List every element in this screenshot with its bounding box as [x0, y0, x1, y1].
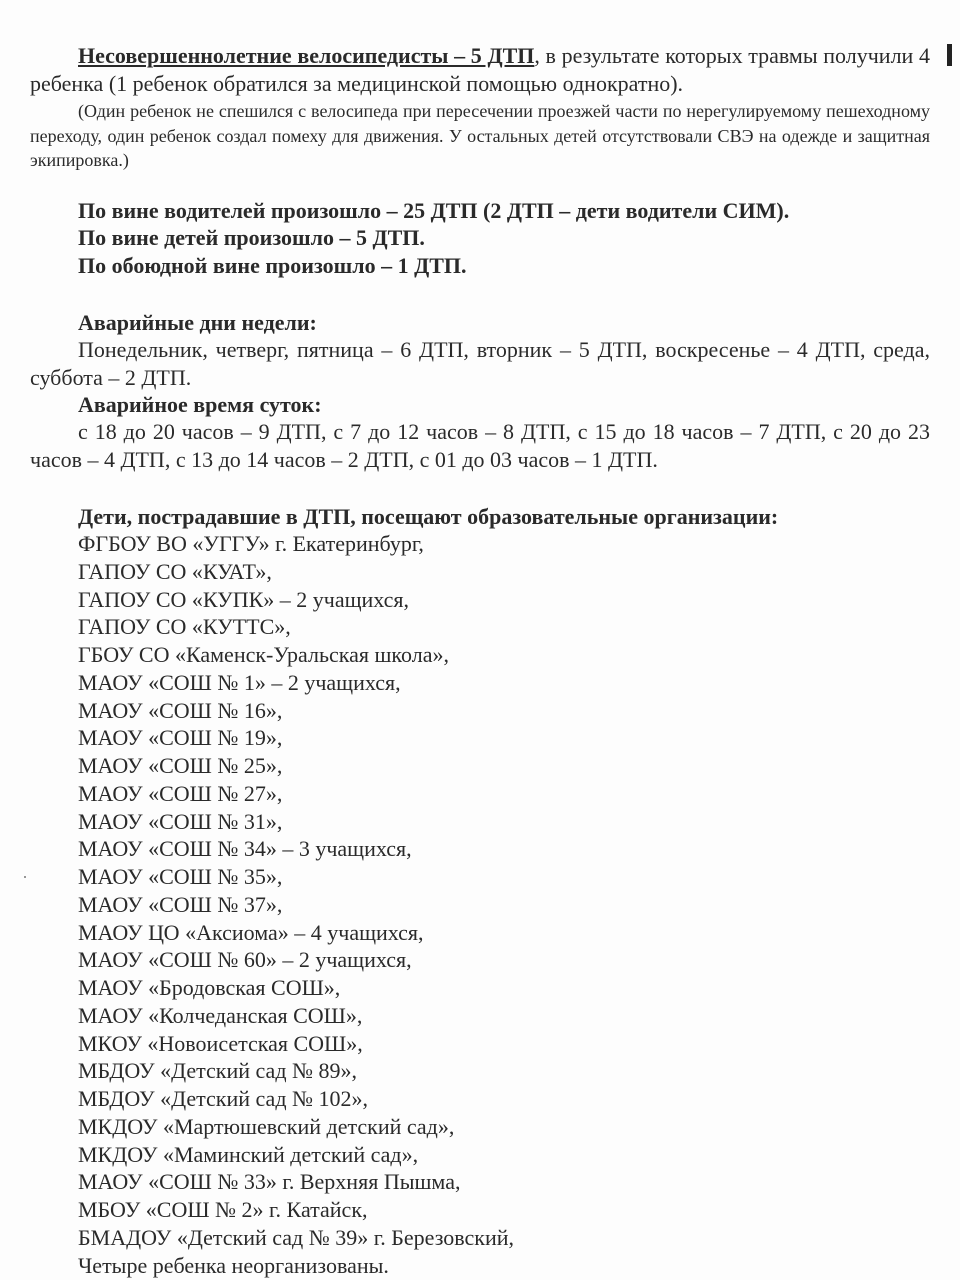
list-item: Четыре ребенка неорганизованы. — [78, 1252, 389, 1278]
list-item: МБДОУ «Детский сад № 89», — [78, 1058, 357, 1084]
cyclists-paragraph — [30, 42, 930, 97]
time-text: с 18 до 20 часов – 9 ДТП, с 7 до 12 часов – 8 ДТП, с 15 до 18 часов – 7 ДТП, с 20 до 23 часов – 4 ДТП, с 13 до 14 часов – 2 ДТП, с 01 до 03 часов – 1 ДТП. — [30, 419, 930, 472]
list-item: МАОУ «СОШ № 27», — [78, 780, 283, 806]
list-item: ФГБОУ ВО «УГГУ» г. Екатеринбург, — [78, 531, 424, 556]
cyclists-text: , в результате которых травмы получили 4 ребенка (1 ребенок обратился за медицинской помощью однократно). — [30, 43, 930, 96]
list-item: ГАПОУ СО «КУТТС», — [78, 614, 291, 640]
list-item: БМАДОУ «Детский сад № 39» г. Березовский, — [78, 1224, 515, 1250]
cyclists-note: (Один ребенок не спешился с велосипеда при пересечении проезжей части по нерегулируемому пешеходному переходу, один ребенок создал помеху для движения. У остальных детей отсутствовали СВЭ на одежде и защитная экипировка.) — [30, 101, 930, 170]
list-item: МАОУ «СОШ № 19», — [78, 725, 283, 751]
list-item: МБДОУ «Детский сад № 102», — [78, 1086, 368, 1111]
list-item: МАОУ «СОШ № 37», — [78, 891, 283, 917]
scan-edge-mark — [947, 44, 952, 66]
list-item: МАОУ «СОШ № 34» – 3 учащихся, — [78, 836, 412, 862]
schools-heading: Дети, пострадавшие в ДТП, посещают образовательные организации: — [78, 504, 779, 529]
list-item: МАОУ «Бродовская СОШ», — [78, 975, 341, 1000]
fault-drivers: По вине водителей произошло – 25 ДТП (2 ДТП – дети водители СИМ). — [78, 198, 790, 223]
list-item: МАОУ ЦО «Аксиома» – 4 учащихся, — [78, 919, 424, 945]
list-item: ГАПОУ СО «КУПК» – 2 учащихся, — [78, 586, 410, 612]
list-item: МБОУ «СОШ № 2» г. Катайск, — [78, 1197, 368, 1222]
list-item: МКОУ «Новоисетская СОШ», — [78, 1030, 363, 1056]
days-heading: Аварийные дни недели: — [78, 310, 317, 335]
list-item: МАОУ «СОШ № 1» – 2 учащихся, — [78, 669, 401, 695]
list-item: МАОУ «Колчеданская СОШ», — [78, 1002, 363, 1028]
list-item: МКДОУ «Мартюшевский детский сад», — [78, 1113, 455, 1139]
list-item: МАОУ «СОШ № 31», — [78, 808, 283, 834]
fault-mutual: По обоюдной вине произошло – 1 ДТП. — [78, 253, 467, 278]
cyclists-heading: Несовершеннолетние велосипедисты – 5 ДТП — [78, 43, 535, 68]
schools-list — [78, 530, 514, 1279]
time-heading: Аварийное время суток: — [78, 392, 322, 417]
list-item: МАОУ «СОШ № 16», — [78, 697, 283, 723]
list-item: ГАПОУ СО «КУАТ», — [78, 558, 272, 584]
scan-speck — [24, 876, 26, 878]
list-item: МКДОУ «Маминский детский сад», — [78, 1141, 419, 1167]
days-text: Понедельник, четверг, пятница – 6 ДТП, вторник – 5 ДТП, воскресенье – 4 ДТП, среда, суббота – 2 ДТП. — [30, 337, 930, 390]
fault-children: По вине детей произошло – 5 ДТП. — [78, 225, 425, 250]
list-item: МАОУ «СОШ № 35», — [78, 864, 283, 889]
list-item: ГБОУ СО «Каменск-Уральская школа», — [78, 642, 449, 667]
list-item: МАОУ «СОШ № 33» г. Верхняя Пышма, — [78, 1169, 461, 1195]
list-item: МАОУ «СОШ № 60» – 2 учащихся, — [78, 947, 412, 973]
list-item: МАОУ «СОШ № 25», — [78, 753, 283, 778]
